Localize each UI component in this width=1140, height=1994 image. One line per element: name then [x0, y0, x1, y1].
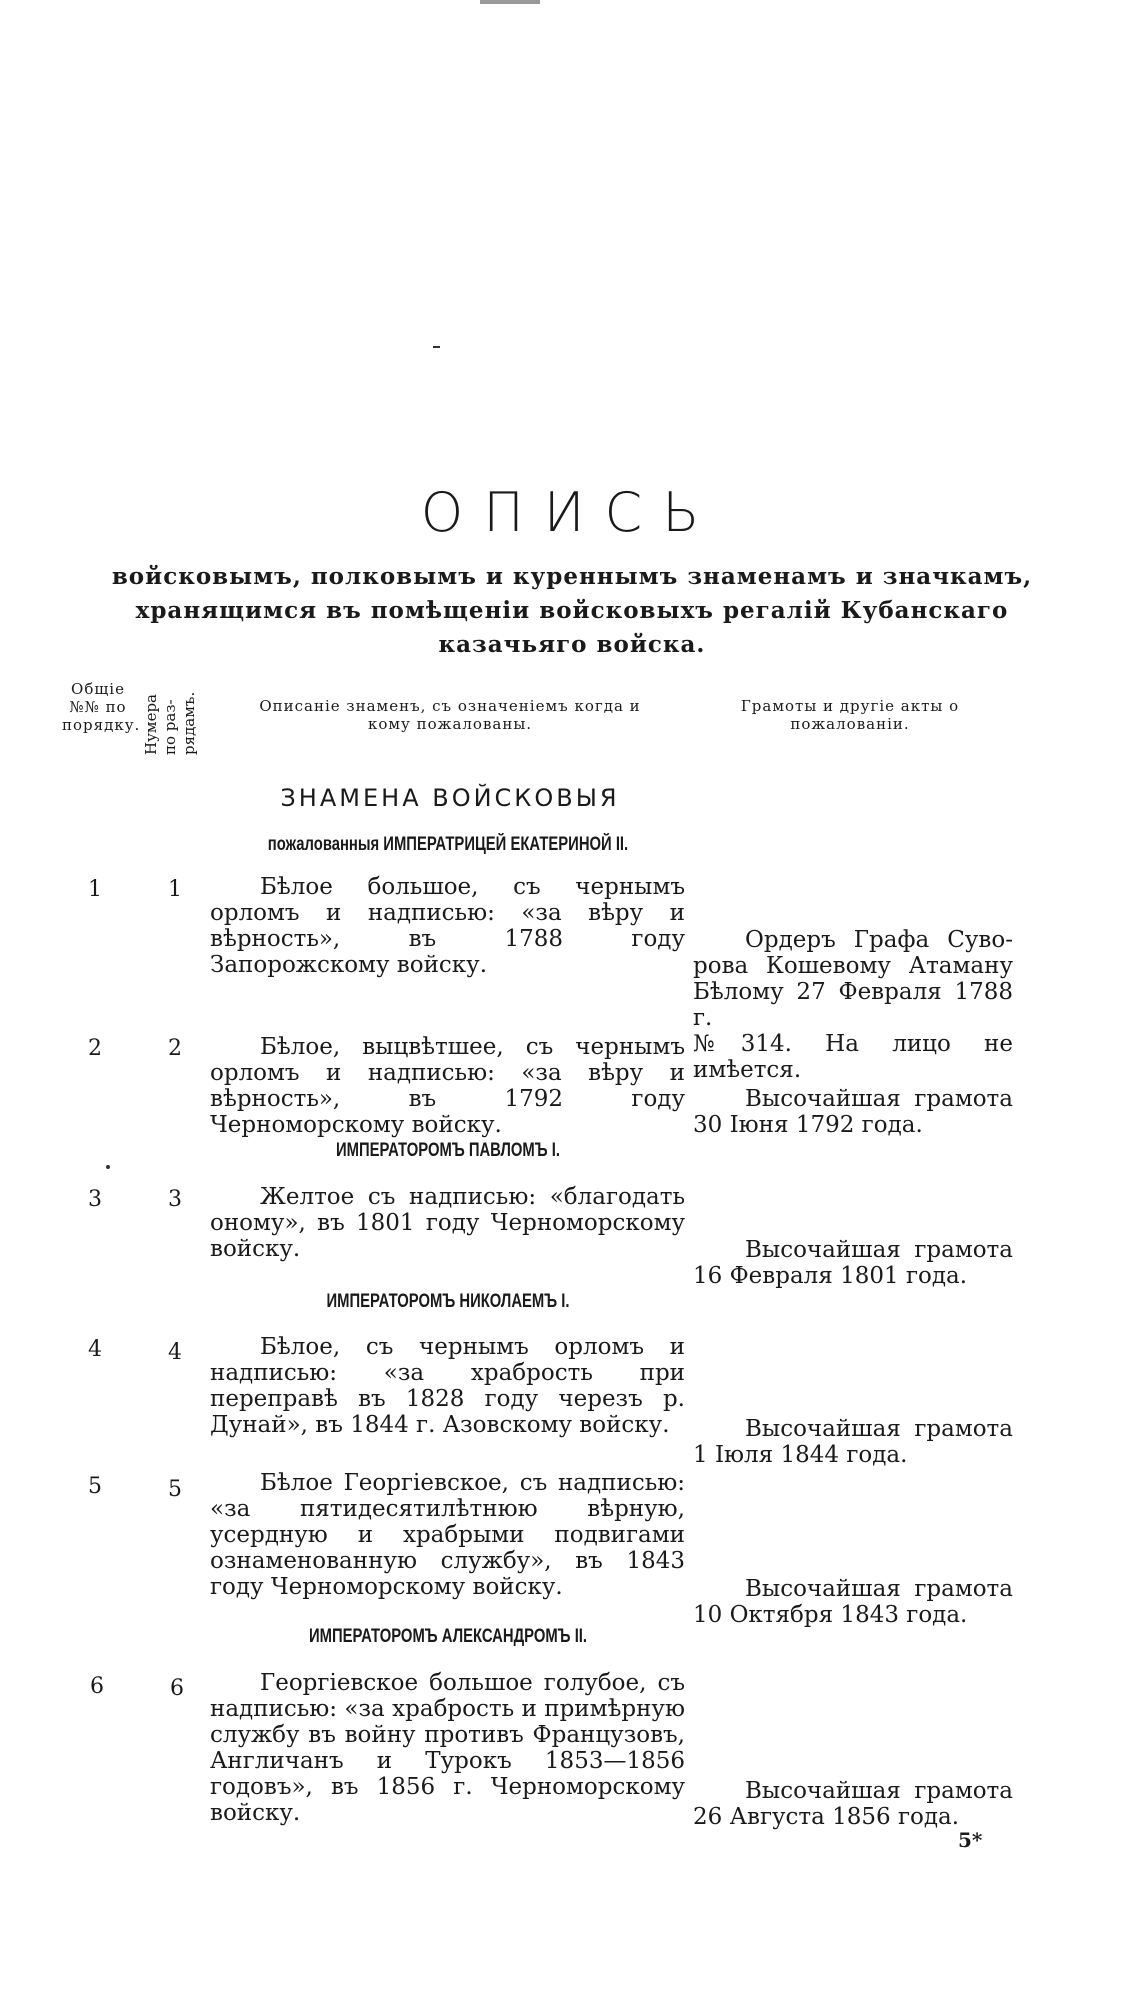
grant-act-line: Высочайшая грамота [745, 1086, 1013, 1112]
flag-description: Георгіевское большое голубое, съ надписью: «за храбрость и примѣрную службу въ войну противъ Французовъ, Англичанъ и Турокъ 1853—1856 годовъ», въ 1856 г. Черноморскому войску. [210, 1670, 685, 1826]
column-header-rank-line: рядамъ. [180, 691, 198, 755]
rank-number: 5 [168, 1477, 182, 1502]
flag-description: Бѣлое, съ чернымъ орломъ и надписью: «за храбрость при переправѣ въ 1828 году черезъ р. Дунай», въ 1844 г. Азовскому войску. [210, 1334, 685, 1438]
general-number: 5 [88, 1474, 102, 1499]
flag-description: Желтое съ надписью: «благодать оному», въ 1801 году Черноморскому войску. [210, 1184, 685, 1262]
rank-number: 2 [168, 1036, 182, 1061]
general-number: 1 [88, 877, 102, 902]
grant-act-line: Высочайшая грамота [745, 1778, 1013, 1804]
general-number: 4 [88, 1337, 102, 1362]
grant-act-line: Бѣлому 27 Февраля 1788 г. [693, 979, 1013, 1031]
grant-act [693, 1778, 1013, 1830]
grant-act-line: 1 Іюля 1844 года. [693, 1442, 908, 1468]
group-heading: ИМПЕРАТОРОМЪ АЛЕКСАНДРОМЪ II. [308, 1626, 588, 1647]
general-number: 3 [88, 1187, 102, 1212]
grant-act-line: 30 Іюня 1792 года. [693, 1112, 923, 1138]
group-heading: пожалованныя ИМПЕРАТРИЦЕЙ ЕКАТЕРИНОЙ II. [267, 834, 629, 855]
document-title: ОПИСЬ [420, 481, 720, 544]
scan-mark [480, 0, 540, 4]
grant-act-line: №314. На лицо не имѣется. [693, 1031, 1013, 1083]
column-header-general-number: Общіе №№ по порядку. [62, 680, 141, 734]
scan-speck [106, 1165, 110, 1169]
flag-description: Бѣлое большое, съ чернымъ орломъ и надписью: «за вѣру и вѣрность», въ 1788 году Запорожскому войску. [210, 874, 685, 978]
grant-act [693, 1416, 1013, 1468]
flag-description: Бѣлое Георгіевское, съ надписью: «за пятидесятилѣтнюю вѣрную, усердную и храбрыми подвигами ознаменованную службу», въ 1843 году Черноморскому войску. [210, 1470, 685, 1600]
grant-act [693, 1086, 1013, 1138]
column-header-rank-line: Нумера [142, 694, 160, 755]
general-number: 6 [90, 1674, 104, 1699]
grant-act [693, 927, 1013, 1083]
rank-number: 6 [170, 1676, 184, 1701]
general-number: 2 [88, 1036, 102, 1061]
document-subtitle: войсковымъ, полковымъ и куреннымъ знаменамъ и значкамъ, хранящимся въ помѣщеніи войсковыхъ регалій Кубанскаго казачьяго войска. [111, 563, 1033, 658]
scan-speck [433, 346, 440, 348]
section-title: ЗНАМЕНА ВОЙСКОВЫЯ [280, 784, 620, 812]
column-header-acts: Грамоты и другіе акты о пожалованіи. [740, 697, 960, 733]
group-heading: ИМПЕРАТОРОМЪ НИКОЛАЕМЪ I. [326, 1291, 570, 1312]
rank-number: 3 [168, 1187, 182, 1212]
grant-act-line: 26 Августа 1856 года. [693, 1804, 960, 1830]
grant-act [693, 1576, 1013, 1628]
flag-description: Бѣлое, выцвѣтшее, съ чернымъ орломъ и надписью: «за вѣру и вѣрность», въ 1792 году Черноморскому войску. [210, 1034, 685, 1138]
page-signature: 5* [958, 1828, 983, 1852]
grant-act-line: 10 Октября 1843 года. [693, 1602, 968, 1628]
grant-act-line: рова Кошевому Атаману [693, 953, 1013, 979]
rank-number: 1 [168, 877, 182, 902]
column-header-description: Описаніе знаменъ, съ означеніемъ когда и кому пожалованы. [259, 697, 641, 733]
rank-number: 4 [168, 1340, 182, 1365]
column-header-rank-line: по раз- [161, 699, 179, 755]
grant-act-line: 16 Февраля 1801 года. [693, 1263, 968, 1289]
grant-act [693, 1237, 1013, 1289]
group-heading: ИМПЕРАТОРОМЪ ПАВЛОМЪ I. [335, 1140, 561, 1161]
grant-act-line: Ордеръ Графа Суво- [745, 927, 1013, 953]
grant-act-line: Высочайшая грамота [745, 1237, 1013, 1263]
grant-act-line: Высочайшая грамота [745, 1416, 1013, 1442]
column-header-rank-number [142, 675, 200, 757]
grant-act-line: Высочайшая грамота [745, 1576, 1013, 1602]
